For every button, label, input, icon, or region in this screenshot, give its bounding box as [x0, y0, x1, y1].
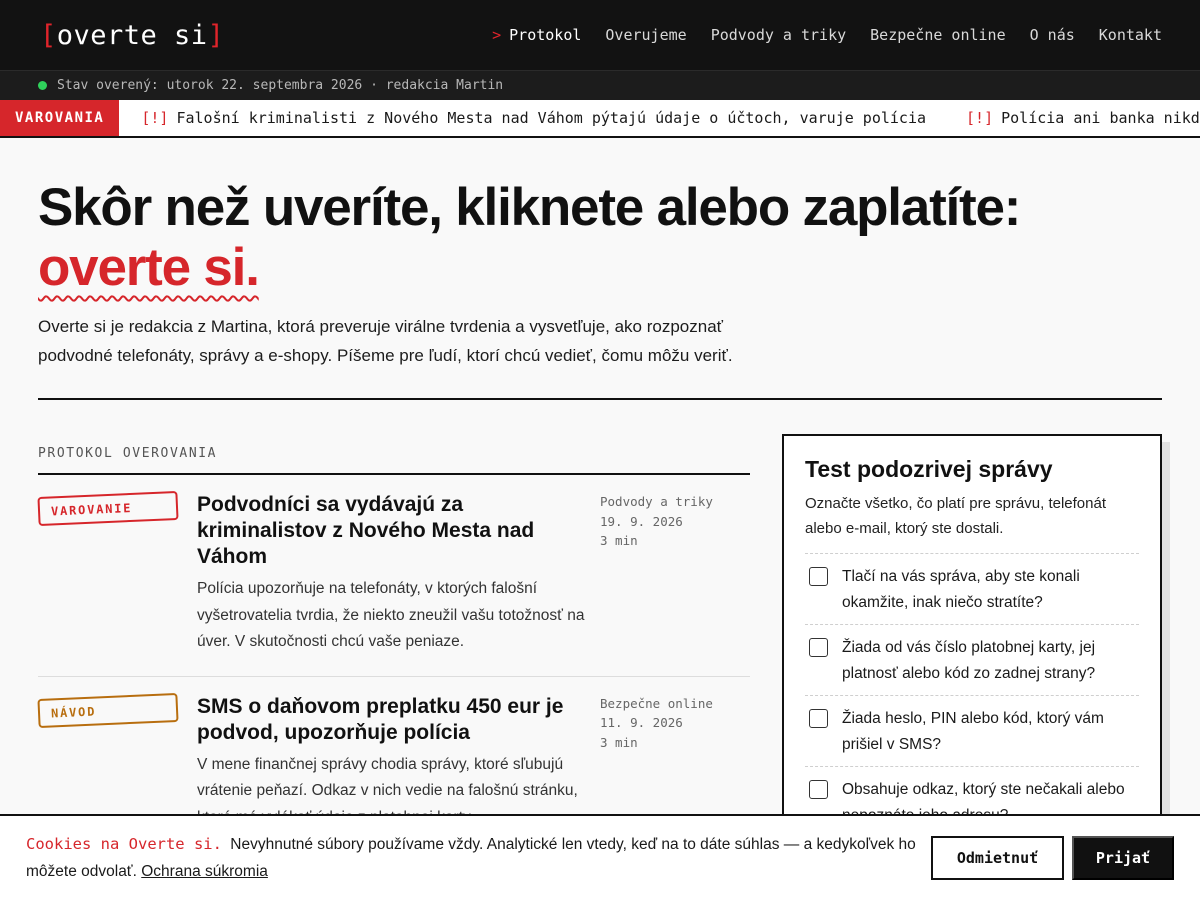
article-read-time: 3 min — [600, 533, 638, 548]
ticker-label: VAROVANIA — [0, 100, 119, 137]
article-body — [197, 492, 587, 656]
status-dot-icon — [38, 81, 47, 90]
article-body — [197, 694, 587, 832]
hero-title-accent: overte si. — [38, 238, 259, 297]
nav-item-protokol[interactable] — [492, 26, 581, 44]
quiz-question[interactable] — [805, 696, 1139, 767]
nav-active-caret-icon: > — [492, 26, 502, 44]
accept-cookies-button[interactable]: Prijať — [1072, 836, 1174, 880]
ticker-item[interactable] — [141, 109, 926, 127]
article-card[interactable] — [38, 475, 750, 677]
quiz-question[interactable] — [805, 625, 1139, 696]
cookie-banner — [0, 814, 1200, 900]
quiz-title: Test podozrivej správy — [805, 456, 1053, 482]
quiz-question[interactable] — [805, 554, 1139, 625]
warnings-ticker — [0, 100, 1200, 138]
logo-text: overte si — [56, 19, 208, 51]
warning-mark-icon: [!] — [141, 109, 169, 127]
article-title[interactable]: Podvodníci sa vydávajú za kriminalistov z Nového Mesta nad Váhom — [197, 493, 535, 568]
article-title[interactable]: SMS o daňovom preplatku 450 eur je podvod, upozorňuje polícia — [197, 694, 564, 744]
ticker-item[interactable] — [966, 109, 1200, 127]
hero — [0, 138, 1200, 370]
site-logo[interactable] — [40, 20, 224, 51]
main-content — [0, 400, 1200, 854]
checkbox[interactable] — [809, 567, 828, 586]
warning-mark-icon: [!] — [966, 109, 994, 127]
quiz-intro: Označte všetko, čo platí pre správu, telefonát alebo e-mail, ktorý ste dostali. — [805, 491, 1139, 554]
quiz-card — [782, 434, 1162, 854]
verification-status-bar — [0, 70, 1200, 100]
checkbox[interactable] — [809, 780, 828, 799]
logo-bracket-open: [ — [40, 19, 57, 51]
article-excerpt: Polícia upozorňuje na telefonáty, v ktorých falošní vyšetrovatelia tvrdia, že niekto zneužil vašu totožnosť na úver. V skutočnosti chcú vaše peniaze. — [197, 580, 585, 650]
checkbox[interactable] — [809, 638, 828, 657]
nav-item-o-nas[interactable]: O nás — [1029, 26, 1075, 44]
article-meta — [600, 694, 713, 832]
nav-item-podvody[interactable]: Podvody a triky — [710, 26, 847, 44]
ticker-item-text: Falošní kriminalisti z Nového Mesta nad Váhom pýtajú údaje o účtoch, varuje polícia — [176, 109, 927, 127]
checkbox[interactable] — [809, 709, 828, 728]
status-text: Stav overený: utorok 22. septembra 2026 · redakcia Martin — [57, 78, 504, 93]
warning-stamp: VAROVANIE — [37, 491, 178, 526]
ticker-item-text: Polícia ani banka nikd — [1001, 109, 1200, 127]
article-date: 19. 9. 2026 — [600, 513, 683, 529]
nav-item-kontakt[interactable]: Kontakt — [1098, 26, 1162, 44]
protocol-section — [38, 400, 750, 854]
cookie-title: Cookies na Overte si. — [26, 835, 222, 853]
top-navbar — [0, 0, 1200, 70]
cookie-description: Nevyhnutné súbory používame vždy. Analytické len vtedy, keď na to dáte súhlas — a kedykoľvek ho môžete odvolať. — [26, 836, 916, 880]
article-category[interactable]: Bezpečne online — [600, 695, 713, 711]
stamp-column — [38, 492, 197, 656]
stamp-column — [38, 694, 197, 832]
suspicious-message-test — [782, 434, 1162, 854]
hero-title-main: Skôr než uveríte, kliknete alebo zaplatíte: — [38, 178, 1021, 237]
guide-stamp: NÁVOD — [37, 692, 178, 727]
nav-item-bezpecne-online[interactable]: Bezpečne online — [870, 26, 1006, 44]
nav-item-label: Protokol — [509, 26, 582, 44]
section-label: PROTOKOL OVEROVANIA — [38, 446, 750, 475]
cookie-text — [26, 831, 916, 885]
main-nav — [492, 26, 1162, 44]
article-excerpt: V mene finančnej správy chodia správy, ktoré sľubujú vrátenie peňazí. Odkaz v nich vedie na falošnú stránku, — [197, 755, 578, 799]
article-date: 11. 9. 2026 — [600, 715, 683, 730]
reject-cookies-button[interactable]: Odmietnuť — [931, 836, 1064, 880]
question-text: Obsahuje odkaz, ktorý ste nečakali alebo — [842, 781, 1125, 798]
logo-bracket-close: ] — [207, 19, 225, 51]
ticker-items — [119, 109, 1199, 127]
article-category[interactable]: Podvody a triky — [600, 494, 713, 509]
question-text: Žiada od vás číslo platobnej karty, jej platnosť alebo kód zo zadnej strany? — [842, 639, 1096, 682]
article-read-time: 3 min — [600, 734, 638, 750]
hero-title — [38, 178, 1162, 298]
article-meta — [600, 492, 713, 656]
nav-item-overujeme[interactable]: Overujeme — [605, 26, 687, 44]
question-text: Tlačí na vás správa, aby ste konali okamžite, inak niečo stratíte? — [842, 568, 1080, 611]
privacy-link[interactable]: Ochrana súkromia — [141, 863, 268, 880]
question-text: Žiada heslo, PIN alebo kód, ktorý vám prišiel v SMS? — [842, 710, 1104, 753]
hero-lead: Overte si je redakcia z Martina, ktorá preveruje virálne tvrdenia a vysvetľuje, ako rozpoznať podvodné telefonáty, správy a e-shopy. Píšeme pre ľudí, ktorí chcú vedieť, čomu môžu veriť. — [38, 317, 733, 365]
